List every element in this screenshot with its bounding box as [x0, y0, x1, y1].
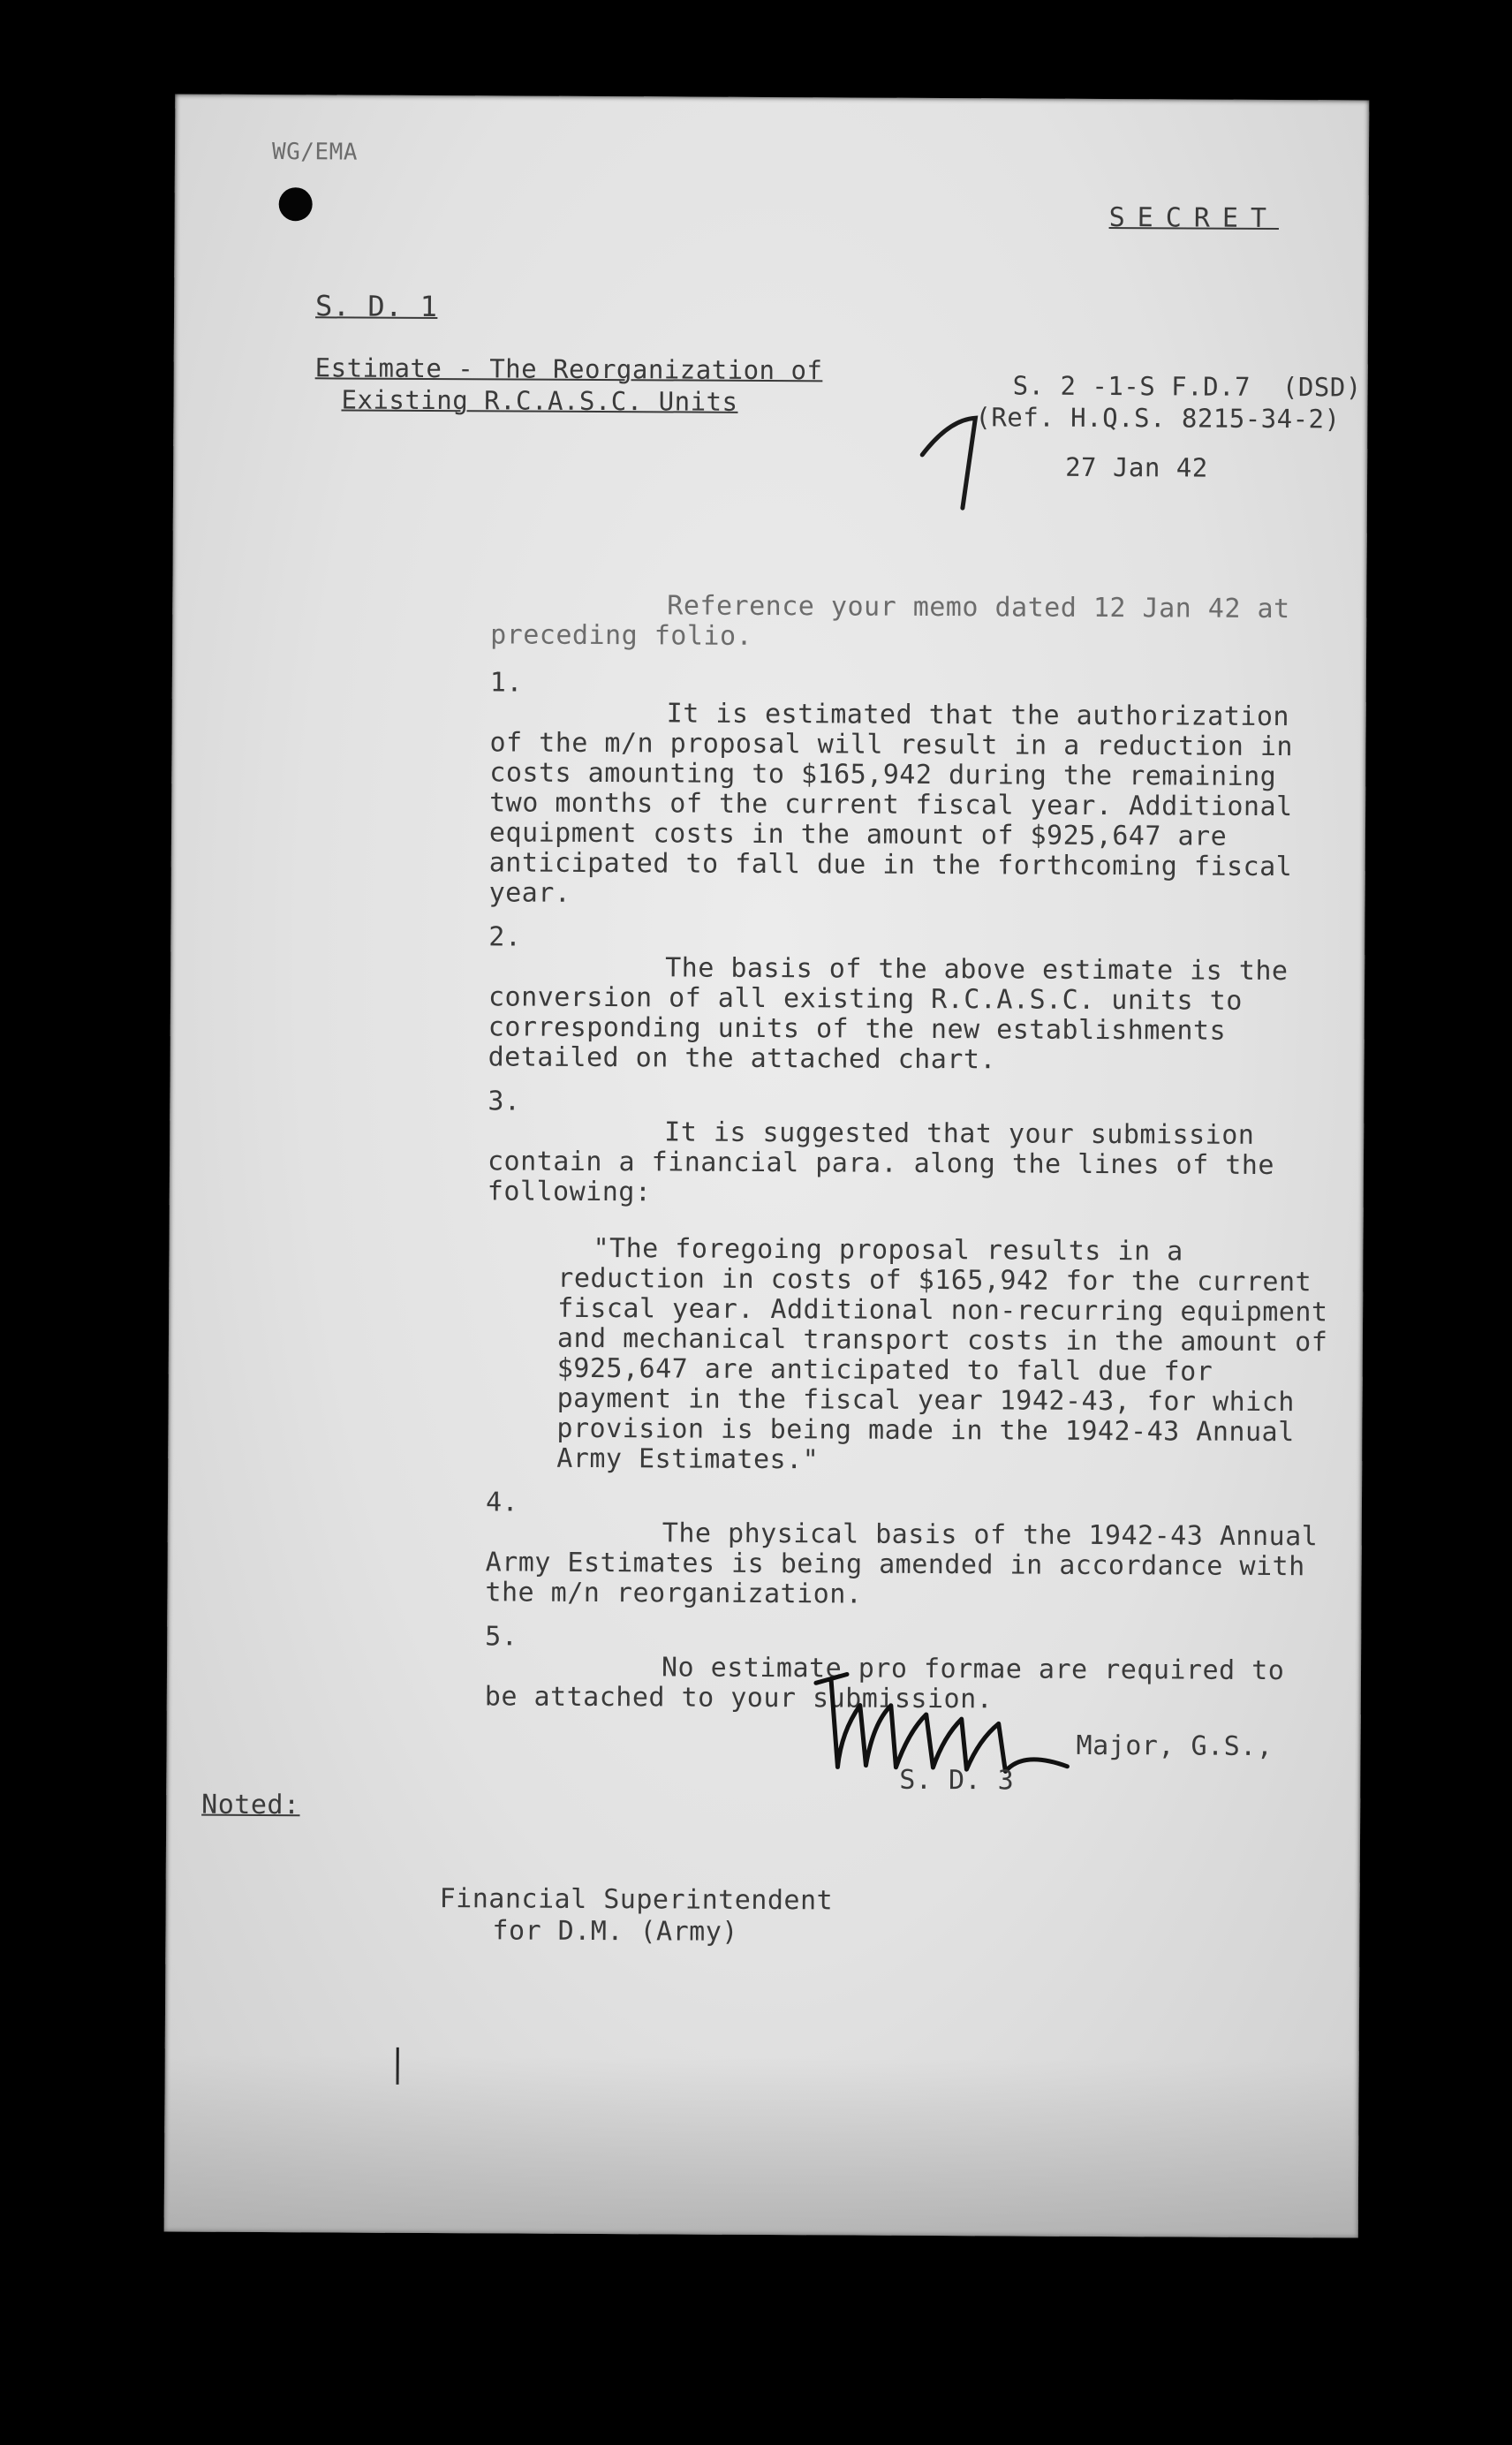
noted-label: Noted:: [201, 1789, 300, 1821]
classification-stamp: SECRET: [1108, 202, 1280, 235]
subject-line-2: Existing R.C.A.S.C. Units: [341, 384, 738, 417]
para-3-number: 3.: [488, 1086, 521, 1117]
memo-body: [485, 590, 1339, 1716]
para-2-text: The basis of the above estimate is the conversion of all existing R.C.A.S.C. units to corresponding units of the new establishments detailed on the attached chart.: [488, 952, 1289, 1076]
para-3-text: It is suggested that your submission contain a financial para. along the lines of the following:: [487, 1117, 1275, 1208]
para-4-text: The physical basis of the 1942-43 Annual Army Estimates is being amended in accordance with the m/n reorganization.: [485, 1518, 1319, 1610]
opening-line: Reference your memo dated 12 Jan 42 at preceding folio.: [490, 590, 1290, 652]
para-5-number: 5.: [485, 1621, 518, 1653]
para-2-number: 2.: [488, 921, 522, 953]
file-reference: S. 2 -1-S F.D.7 (DSD): [1012, 370, 1362, 403]
para-1-text: It is estimated that the authorization of the m/n proposal will result in a reduction in costs amounting to $165,942 during the remaining two months of the current fiscal year. Additional equipment costs in the amount of $925,647 are anticipated to fall due in the forthcoming fiscal year.: [488, 698, 1294, 909]
para-1-number: 1.: [489, 667, 524, 699]
pen-tick-mark: [397, 2048, 399, 2085]
filing-mark: WG/EMA: [271, 139, 359, 166]
document-date: 27 Jan 42: [1065, 451, 1208, 483]
noted-line-2: for D.M. (Army): [492, 1915, 738, 1948]
hq-reference: (Ref. H.Q.S. 8215-34-2): [975, 402, 1341, 435]
document-page: [164, 94, 1370, 2237]
margin-pen-mark: [913, 402, 994, 526]
quoted-financial-para: "The foregoing proposal results in a reduction in costs of $165,942 for the current fiscal year. Additional non-recurring equipment and mechanical transport costs in the amount of $925,647 are anticipated to fall due for payment in the fiscal year 1942-43, for which provision is being made in the 1942-43 Annual Army Estimates.": [556, 1232, 1328, 1476]
subject-line-1: Estimate - The Reorganization of: [314, 352, 823, 386]
para-4-number: 4.: [485, 1487, 519, 1518]
punch-hole: [279, 187, 313, 221]
noted-line-1: Financial Superintendent: [439, 1883, 834, 1917]
recipient: S. D. 1: [314, 289, 438, 324]
signatory-rank: Major, G.S.,: [1076, 1730, 1274, 1763]
signatory-unit: S. D. 3: [899, 1764, 1015, 1797]
para-5-text: No estimate pro formae are required to be attached to your submission.: [484, 1652, 1285, 1715]
